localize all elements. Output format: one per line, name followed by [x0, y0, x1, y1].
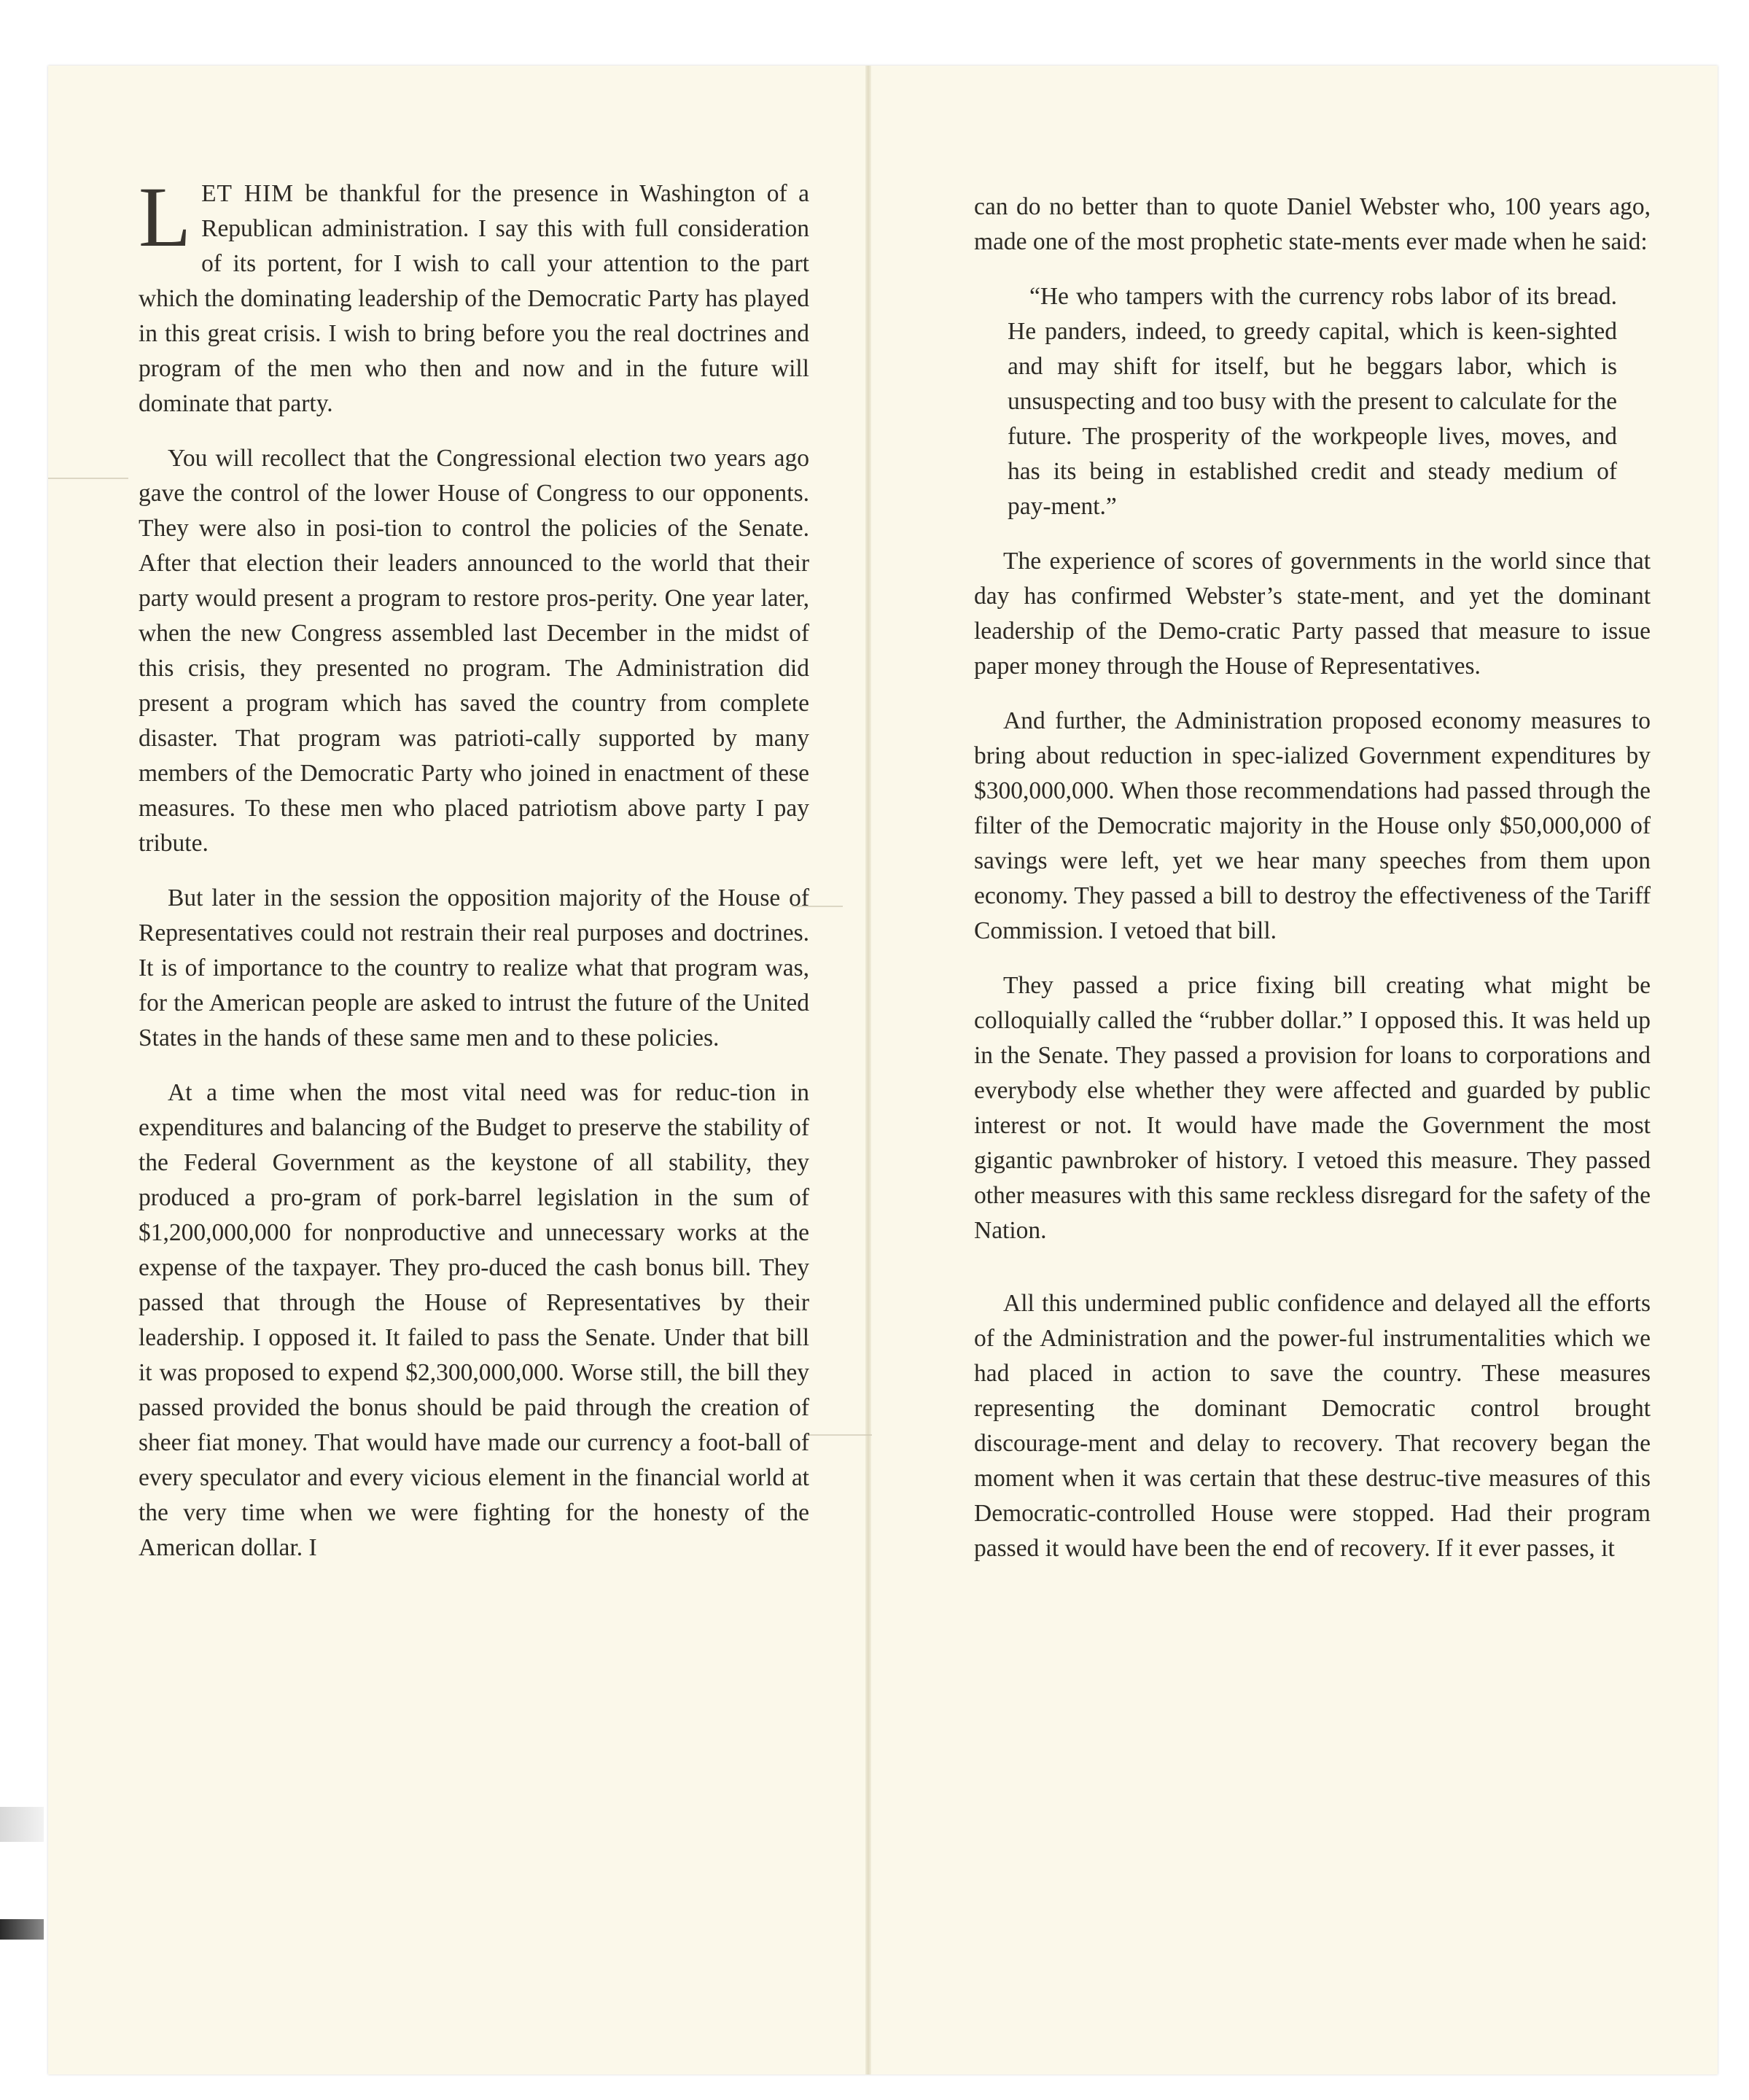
paragraph: can do no better than to quote Daniel Webster who, 100 years ago, made one of the most prophetic state‑ments ever made when he said: [974, 193, 1651, 255]
center-fold [865, 66, 871, 2074]
paragraph: They passed a price fixing bill creating what might be colloquially called the “rubber dollar.” I opposed this. It was held up in the Senate. They passed a provision for loans to corporations and everybody else whether they were affected and guarded by public interest or not. It would have made the Government the most gigantic pawnbroker of history. I vetoed this measure. They passed other measures with this same reckless disregard for the safety of the Nation. [974, 972, 1651, 1244]
drop-cap: L [139, 169, 192, 265]
paragraph: At a time when the most vital need was for reduc‑tion in expenditures and balancing of the Budget to preserve the stability of the Federal Government as the keystone of all stability, they produced a pro‑gram of pork‑barrel legislation in the sum of $1,200,000,000 for nonproductive and unnecessary works at the expense of the taxpayer. They pro‑duced the cash bonus bill. They passed that through the House of Representatives by their leadership. I opposed it. It failed to pass the Senate. Under that bill it was proposed to expend $2,300,000,000. Worse still, the bill they passed provided the bonus should be paid through the creation of sheer fiat money. That would have made our currency a foot‑ball of every speculator and every vicious element in the financial world at the very time when we were fighting for the honesty of the American dollar. I [139, 1079, 809, 1561]
opening-caps: ET HIM [201, 180, 295, 207]
paragraph-text: be thankful for the presence in Washington of a Republican administration. I say this with full consideration of its portent, for I wish to call your attention to the part which the dominating leadership of the Democratic Party has played in this great crisis. I wish to bring before you the real doctrines and program of the men who then and now and in the future will dominate that party. [139, 180, 809, 417]
document-sheet [48, 66, 1718, 2074]
fold-crease [806, 1434, 872, 1436]
scanner-edge-dark [0, 1919, 44, 1940]
paragraph: But later in the session the opposition majority of the House of Representatives could not restrain their real purposes and doctrines. It is of importance to the country to realize what that program was, for the American people are asked to intrust the future of the United States in the hands of these same men and to these policies. [139, 884, 809, 1051]
left-column [139, 169, 809, 1585]
paragraph [139, 169, 809, 421]
paragraph: The experience of scores of governments in the world since that day has confirmed Webster’s state‑ment, and yet the dominant leadership of the Demo‑cratic Party passed that measure to issue paper money through the House of Representatives. [974, 548, 1651, 680]
paragraph: And further, the Administration proposed economy measures to bring about reduction in spec‑ialized Government expenditures by $300,000,000. When those recommendations had passed through the filter of the Democratic majority in the House only $50,000,000 of savings were left, yet we hear many speeches from them upon economy. They passed a bill to destroy the effectiveness of the Tariff Commission. I vetoed that bill. [974, 707, 1651, 944]
paragraph: All this undermined public confidence and delayed all the efforts of the Administration and the power‑ful instrumentalities which we had placed in action to save the country. These measures representing the dominant Democratic control brought discourage‑ment and delay to recovery. That recovery began the moment when it was certain that these destruc‑tive measures of this Democratic‑controlled House were stopped. Had their program passed it would have been the end of recovery. If it ever passes, it [974, 1290, 1651, 1562]
right-column [974, 190, 1651, 1586]
paragraph: You will recollect that the Congressional election two years ago gave the control of the lower House of Congress to our opponents. They were also in posi‑tion to control the policies of the Senate. After that election their leaders announced to the world that their party would present a program to restore pros‑perity. One year later, when the new Congress assembled last December in the midst of this crisis, they presented no program. The Administration did present a program which has saved the country from complete disaster. That program was patrioti‑cally supported by many members of the Democratic Party who joined in enactment of these measures. To these men who placed patriotism above party I pay tribute. [139, 445, 809, 857]
webster-quote: “He who tampers with the currency robs labor of its bread. He panders, indeed, to greedy capital, which is keen‑sighted and may shift for itself, but he beggars labor, which is unsuspecting and too busy with the present to calculate for the future. The prosperity of the workpeople lives, moves, and has its being in established credit and steady medium of pay‑ment.” [1008, 283, 1617, 520]
fold-crease [48, 478, 128, 479]
scanner-edge [0, 1807, 44, 1842]
